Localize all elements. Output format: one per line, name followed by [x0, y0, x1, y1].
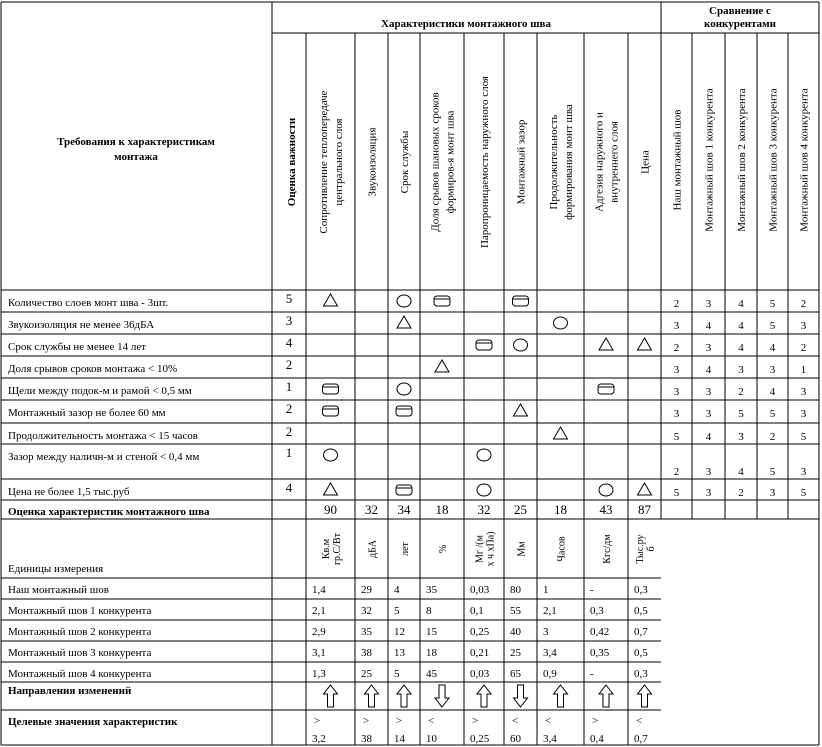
product-value: 0,1 [470, 605, 484, 617]
competitor-header: Монтажный шов 3 конкурента [767, 88, 780, 232]
product-value: 4 [394, 584, 400, 596]
comparison-value: 3 [705, 408, 712, 420]
requirement-label: Цена не более 1,5 тыс.руб [8, 486, 130, 498]
characteristic-header: Звукоизоляция [366, 127, 379, 197]
importance-value: 4 [285, 335, 293, 350]
product-value: 2,1 [312, 605, 326, 617]
comparison-value: 2 [673, 298, 680, 310]
target-value: 0,7 [634, 733, 648, 745]
score-value: 32 [365, 502, 378, 517]
cylinder-strong-relation-icon [396, 485, 412, 495]
product-value: 0,5 [634, 647, 648, 659]
requirement-label: Доля срывов сроков монтажа < 10% [8, 363, 178, 375]
product-value: 1 [543, 584, 549, 596]
triangle-weak-relation-icon [397, 316, 411, 328]
characteristic-header: Сопротивление теплопередаче [318, 90, 330, 234]
circle-medium-relation-icon [554, 317, 568, 329]
comparison-value: 4 [769, 342, 776, 354]
comparison-value: 4 [738, 466, 744, 478]
score-value: 32 [477, 502, 491, 517]
product-value: 40 [510, 626, 521, 638]
circle-medium-relation-icon [397, 383, 411, 395]
product-value: 0,3 [634, 668, 648, 680]
product-value: 0,35 [590, 647, 610, 659]
score-value: 90 [324, 502, 337, 517]
comparison-value: 4 [738, 320, 744, 332]
triangle-weak-relation-icon [324, 483, 338, 495]
product-value: 45 [426, 668, 437, 680]
competitor-header: Монтажный шов 1 конкурента [703, 88, 716, 232]
comparison-value: 3 [673, 320, 680, 332]
product-label: Наш монтажный шов [8, 584, 109, 596]
product-value: 80 [510, 584, 521, 596]
cylinder-strong-relation-icon [598, 384, 614, 394]
characteristic-header: Адгезия наружного и [593, 112, 606, 212]
comparison-value: 3 [673, 386, 680, 398]
comparison-value: 5 [673, 487, 680, 499]
product-value: 2,1 [543, 605, 557, 617]
product-value: 38 [361, 647, 372, 659]
target-value: 10 [426, 733, 437, 745]
characteristic-header: Монтажный зазор [515, 119, 528, 205]
comparison-value: 5 [800, 487, 807, 499]
target-operator: < [428, 715, 435, 727]
target-operator: > [396, 715, 403, 727]
circle-medium-relation-icon [599, 484, 613, 496]
arrow-up-icon [324, 685, 338, 707]
product-value: 0,21 [470, 647, 490, 659]
product-value: 0,9 [543, 668, 557, 680]
comparison-value: 4 [705, 364, 712, 376]
characteristics-title: Характеристики монтажного шва [381, 18, 551, 30]
comparison-value: 5 [800, 431, 807, 443]
competitor-header: Монтажный шов 4 конкурента [798, 88, 811, 232]
comparison-value: 3 [705, 298, 712, 310]
triangle-weak-relation-icon [514, 404, 528, 416]
product-value: 1,3 [312, 668, 326, 680]
unit-value: б [646, 546, 657, 552]
cylinder-body [513, 296, 529, 306]
importance-value: 4 [285, 480, 293, 495]
cylinder-body [396, 485, 412, 495]
cylinder-strong-relation-icon [434, 296, 450, 306]
product-value: 65 [510, 668, 521, 680]
arrow-up-icon [638, 685, 652, 707]
cylinder-strong-relation-icon [323, 406, 339, 416]
comparison-value: 2 [673, 342, 680, 354]
comparison-value: 3 [800, 466, 807, 478]
cylinder-body [323, 384, 339, 394]
triangle-weak-relation-icon [638, 338, 652, 350]
circle-medium-relation-icon [477, 449, 491, 461]
comparison-value: 5 [769, 298, 776, 310]
requirement-label: Зазор между наличн-м и стеной < 0,4 мм [8, 451, 200, 463]
requirement-label: Срок службы не менее 14 лет [8, 341, 147, 353]
cylinder-body [476, 340, 492, 350]
comparison-value: 3 [673, 364, 680, 376]
arrow-down-icon [435, 685, 449, 707]
characteristic-header: формирования монт шва [563, 104, 575, 220]
comparison-value: 2 [738, 386, 744, 398]
target-value: 38 [361, 733, 372, 745]
product-value: 35 [361, 626, 372, 638]
comparison-value: 3 [800, 386, 807, 398]
product-value: - [590, 668, 594, 680]
product-value: - [590, 584, 594, 596]
product-value: 0,5 [634, 605, 648, 617]
unit-value: Кв.м [321, 538, 332, 560]
comparison-value: 3 [705, 466, 712, 478]
score-value: 43 [599, 502, 613, 517]
requirement-label: Продолжительность монтажа < 15 часов [8, 430, 198, 442]
comparison-value: 3 [673, 408, 680, 420]
target-value: 3,2 [312, 733, 326, 745]
comparison-value: 4 [705, 431, 712, 443]
circle-medium-relation-icon [477, 484, 491, 496]
cylinder-strong-relation-icon [396, 406, 412, 416]
characteristic-header: Цена [639, 150, 652, 174]
units-row-label: Единицы измерения [8, 563, 104, 575]
arrow-up-icon [599, 685, 613, 707]
product-label: Монтажный шов 3 конкурента [8, 647, 152, 659]
circle-medium-relation-icon [514, 339, 528, 351]
product-value: 15 [426, 626, 437, 638]
characteristic-header: внутреннего слоя [608, 121, 621, 203]
unit-value: гр.С/Вт [332, 532, 343, 566]
importance-value: 1 [285, 445, 293, 460]
characteristic-header: формиров-я монт шва [444, 110, 457, 214]
cylinder-body [396, 406, 412, 416]
importance-value: 5 [285, 291, 293, 306]
comparison-value: 2 [800, 298, 807, 310]
comparison-value: 3 [800, 408, 807, 420]
arrow-up-icon [554, 685, 568, 707]
cylinder-strong-relation-icon [323, 384, 339, 394]
comparison-value: 3 [769, 364, 776, 376]
unit-value: лет [400, 542, 411, 556]
product-label: Монтажный шов 4 конкурента [8, 668, 152, 680]
target-value: 0,4 [590, 733, 604, 745]
target-value: 60 [510, 733, 521, 745]
comparison-value: 4 [738, 342, 744, 354]
score-row-label: Оценка характеристик монтажного шва [8, 506, 210, 518]
comparison-value: 2 [769, 431, 776, 443]
product-value: 1,4 [312, 584, 326, 596]
comparison-title: конкурентами [704, 18, 776, 30]
product-value: 3,4 [543, 647, 557, 659]
arrow-up-icon [365, 685, 379, 707]
target-operator: < [512, 715, 519, 727]
product-value: 25 [361, 668, 372, 680]
target-operator: < [636, 715, 643, 727]
comparison-value: 5 [769, 408, 776, 420]
arrow-down-icon [514, 685, 528, 707]
product-value: 0,3 [634, 584, 648, 596]
importance-value: 2 [285, 401, 293, 416]
comparison-value: 3 [738, 431, 744, 443]
target-operator: > [314, 715, 321, 727]
triangle-weak-relation-icon [324, 294, 338, 306]
unit-value: Мг /(м [474, 535, 486, 563]
directions-row-label: Направления изменений [8, 685, 132, 697]
competitor-header: Монтажный шов 2 конкурента [736, 88, 748, 232]
product-value: 13 [394, 647, 405, 659]
product-value: 8 [426, 605, 432, 617]
product-value: 0,7 [634, 626, 648, 638]
product-value: 25 [510, 647, 521, 659]
comparison-value: 2 [800, 342, 807, 354]
comparison-value: 3 [705, 487, 712, 499]
cylinder-body [434, 296, 450, 306]
comparison-value: 3 [769, 487, 776, 499]
unit-value: Тыс.ру [635, 534, 646, 564]
importance-value: 3 [285, 313, 293, 328]
score-value: 18 [435, 502, 449, 517]
importance-value: 1 [285, 379, 293, 394]
requirements-title: монтажа [114, 151, 158, 163]
score-value: 25 [514, 502, 527, 517]
triangle-weak-relation-icon [638, 483, 652, 495]
product-value: 0,25 [470, 626, 490, 638]
triangle-weak-relation-icon [554, 427, 568, 439]
unit-value: % [438, 544, 449, 554]
unit-value: х ч хПа) [485, 531, 497, 567]
importance-value: 2 [285, 357, 293, 372]
target-operator: > [592, 715, 599, 727]
target-value: 3,4 [543, 733, 557, 745]
product-value: 0,3 [590, 605, 604, 617]
product-value: 3 [543, 626, 549, 638]
triangle-weak-relation-icon [435, 360, 449, 372]
product-value: 29 [361, 584, 372, 596]
arrow-up-icon [397, 685, 411, 707]
comparison-value: 4 [738, 298, 744, 310]
competitor-header: Наш монтажный шов [671, 109, 684, 211]
product-value: 55 [510, 605, 521, 617]
product-label: Монтажный шов 1 конкурента [8, 605, 152, 617]
characteristic-header: Доля срывов шановых сроков [429, 92, 442, 232]
characteristic-header: Паропроницаемость наружного слоя [479, 75, 491, 249]
cylinder-body [598, 384, 614, 394]
comparison-value: 2 [673, 466, 680, 478]
cylinder-body [323, 406, 339, 416]
unit-value: Мм [516, 541, 528, 557]
product-value: 5 [394, 668, 400, 680]
comparison-value: 4 [769, 386, 776, 398]
cylinder-strong-relation-icon [476, 340, 492, 350]
product-value: 32 [361, 605, 372, 617]
unit-value: Часов [556, 536, 568, 562]
characteristic-header: центрального слоя [333, 118, 345, 206]
triangle-weak-relation-icon [599, 338, 613, 350]
product-value: 3,1 [312, 647, 326, 659]
comparison-value: 5 [738, 408, 744, 420]
targets-row-label: Целевые значения характеристик [8, 716, 178, 728]
comparison-value: 3 [705, 386, 712, 398]
target-value: 0,25 [470, 733, 490, 745]
requirement-label: Щели между подок-м и рамой < 0,5 мм [8, 385, 192, 397]
comparison-title: Сравнение с [709, 5, 771, 17]
score-value: 87 [638, 502, 651, 517]
product-value: 35 [426, 584, 437, 596]
circle-medium-relation-icon [324, 449, 338, 461]
comparison-value: 3 [738, 364, 744, 376]
requirement-label: Монтажный зазор не более 60 мм [8, 407, 166, 419]
product-value: 18 [426, 647, 437, 659]
product-label: Монтажный шов 2 конкурента [8, 626, 152, 638]
comparison-value: 5 [673, 431, 680, 443]
comparison-value: 2 [738, 487, 744, 499]
requirement-label: Звукоизоляция не менее 36дБА [8, 319, 155, 331]
comparison-value: 4 [705, 320, 712, 332]
comparison-value: 3 [705, 342, 712, 354]
target-value: 14 [394, 733, 405, 745]
circle-medium-relation-icon [397, 295, 411, 307]
score-value: 34 [397, 502, 411, 517]
characteristic-header: Продолжительность [548, 114, 560, 210]
comparison-value: 5 [769, 466, 776, 478]
product-value: 5 [394, 605, 400, 617]
product-value: 12 [394, 626, 405, 638]
target-operator: > [472, 715, 479, 727]
unit-value: дБА [367, 540, 379, 558]
product-value: 2,9 [312, 626, 326, 638]
score-value: 18 [554, 502, 567, 517]
requirement-label: Количество слоев монт шва - 3шт. [8, 297, 169, 309]
importance-value: 2 [285, 424, 293, 439]
importance-header: Оценка важности [286, 117, 298, 207]
product-value: 0,03 [470, 584, 490, 596]
target-operator: > [363, 715, 370, 727]
comparison-value: 3 [800, 320, 807, 332]
requirements-title: Требования к характеристикам [57, 136, 215, 148]
product-value: 0,42 [590, 626, 610, 638]
characteristic-header: Срок службы [399, 130, 411, 194]
comparison-value: 1 [800, 364, 807, 376]
product-value: 0,03 [470, 668, 490, 680]
target-operator: < [545, 715, 552, 727]
arrow-up-icon [477, 685, 491, 707]
comparison-value: 5 [769, 320, 776, 332]
cylinder-strong-relation-icon [513, 296, 529, 306]
unit-value: Кгс/дм [602, 534, 613, 564]
